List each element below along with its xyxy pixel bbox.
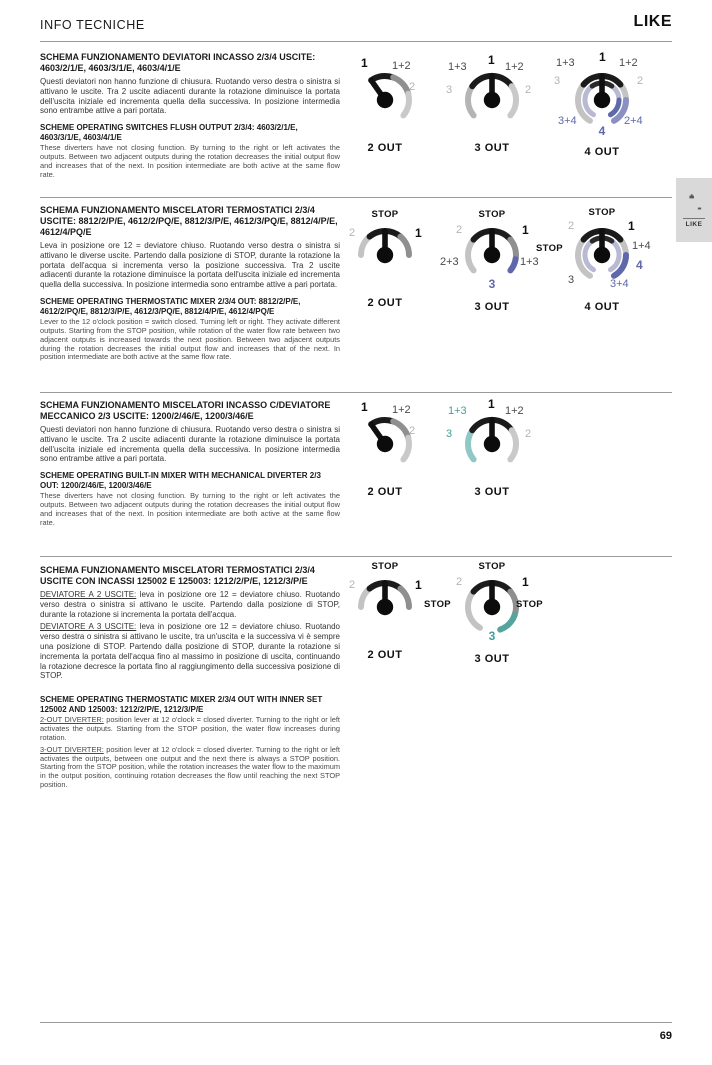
dial-label: 1+2: [392, 60, 411, 72]
dial-label: 4: [636, 258, 643, 272]
section-body-it: Questi deviatori non hanno funzione di chiusura. Ruotando verso destra o sinistra si attivano le uscite. Tra 2 uscite adiacenti durante la rotazione diminuisce la portata dell'uscita iniziale ed incrementa quella della successiva. In posizione intermedia sono entrambe attive a pari portata.: [40, 425, 340, 464]
side-tab-label: LIKE: [683, 218, 705, 228]
dial-label: 2: [349, 227, 356, 239]
dial-label: 3+4: [610, 278, 629, 290]
dial-label: 1: [599, 50, 606, 64]
para-text: position lever at 12 o'clock = closed diverter. Turning to the right or left activates the outputs, between one output and the next there is always a STOP position. Starting from the STOP position, while the rotation increases the water flow to the maximum in the output position, continuing rotation decreases the flow until reaching the next STOP position.: [40, 744, 341, 789]
dial-label: 3: [568, 274, 575, 286]
dial-label: 2+3: [440, 256, 459, 268]
out-label: 4 OUT: [584, 146, 620, 158]
dial-3-out: [424, 561, 543, 665]
para-lead: 3-OUT DIVERTER:: [40, 744, 104, 754]
dial-label: 3: [446, 428, 453, 440]
dial-label: 3: [488, 629, 496, 643]
section-text: [40, 52, 340, 180]
dial-label: 3+4: [558, 115, 577, 127]
dial-label: STOP: [536, 243, 563, 254]
section-deviatori-incasso: [40, 52, 672, 180]
dial-2-out: [337, 58, 433, 158]
dial-label: 2: [349, 579, 356, 591]
out-label: 2 OUT: [367, 486, 403, 498]
section-deviatore-meccanico: [40, 397, 672, 528]
section-para-it: [40, 622, 340, 681]
section-para-it: [40, 590, 340, 619]
dial-label: 2: [409, 425, 416, 437]
out-label: 3 OUT: [474, 653, 510, 665]
dial-3-out: [440, 209, 540, 313]
out-label: 3 OUT: [474, 301, 510, 313]
section-title-it: SCHEMA FUNZIONAMENTO MISCELATORI TERMOSTATICI 2/3/4 USCITE: 8812/2/P/E, 4612/2/PQ/E, 8812/3/P/E, 4612/3/PQ/E, 8812/4/P/E, 4612/4/PQ/E: [40, 205, 338, 237]
dial-label: 1+3: [556, 57, 575, 69]
section-body-en: These diverters have not closing function. By turning to the right or left activates the outputs. Between two adjacent outputs during the rotation decreases the initial output flow and increases that of the next. In position intermediate are both active at the same flow rate.: [40, 143, 340, 179]
dial-label: STOP: [424, 599, 451, 610]
brand-logo: LIKE: [633, 13, 672, 30]
section-text: [40, 400, 340, 528]
dial-label: 1+2: [392, 404, 411, 416]
section-title-it: SCHEMA FUNZIONAMENTO DEVIATORI INCASSO 2/3/4 USCITE: 4603/2/1/E, 4603/3/1/E, 4603/4/1/E: [40, 52, 316, 73]
section-body-it: Questi deviatori non hanno funzione di chiusura. Ruotando verso destra o sinistra si attivano le uscite. Tra 2 uscite adiacenti durante la rotazione diminuisce la portata dell'uscita iniziale ed incrementa quella della successiva. In posizione intermedia sono entrambe attive a pari portata.: [40, 77, 340, 116]
faucet-icon: [683, 192, 705, 214]
divider: [40, 197, 672, 198]
dial-4-out: [554, 50, 650, 158]
dial-label: 3: [446, 84, 453, 96]
dial-label: 2: [637, 75, 644, 87]
section-title-en: SCHEME OPERATING THERMOSTATIC MIXER 2/3/4 OUT: 8812/2/P/E, 4612/2/PQ/E, 8812/3/P/E, 4612/3/PQ/E, 8812/4/P/E, 4612/4/PQ/E: [40, 296, 301, 316]
dial-2-out: [337, 209, 433, 313]
para-lead: 2-OUT DIVERTER:: [40, 715, 104, 725]
out-label: 2 OUT: [367, 649, 403, 661]
out-label: 4 OUT: [584, 301, 620, 313]
dial-label: 1+3: [520, 256, 539, 268]
section-para-en: [40, 746, 340, 790]
dial-gauge: [337, 402, 433, 480]
dial-label: 4: [598, 124, 606, 138]
dial-label: 3: [554, 75, 561, 87]
dial-label: 1+2: [505, 405, 524, 417]
dial-label: STOP: [371, 209, 399, 220]
para-text: leva in posizione ore 12 = deviatore chiuso. Ruotando verso destra o sinistra si attivano le uscite. Partendo dalla posizione di STOP, durante la rotazione si incrementa la portata dell'acqua.: [40, 590, 340, 619]
section-body-en: Lever to the 12 o'clock position = switch closed. Turning left or right. They activate different outputs. Starting from the STOP position, while rotation of the water flow rate between two adjacent outputs is increased towards the next position. Between two adjacent outputs during the rotation decreases the initial output flow and increases that of the next. In position intermediate are both active at the same flow rate.: [40, 317, 340, 362]
dial-label: 2: [525, 428, 532, 440]
dial-label: 1: [361, 56, 368, 70]
section-text: [40, 565, 340, 790]
dial-label: 1: [628, 219, 635, 233]
out-label: 2 OUT: [367, 142, 403, 154]
out-label: 3 OUT: [474, 142, 510, 154]
out-label: 2 OUT: [367, 297, 403, 309]
section-text: [40, 205, 340, 362]
section-title-en: SCHEME OPERATING THERMOSTATIC MIXER 2/3/4 OUT WITH INNER SET 125002 AND 125003: 1212/2/P/E, 1212/3/P/E: [40, 695, 323, 714]
dial-3-out: [444, 53, 540, 158]
section-title-it: SCHEMA FUNZIONAMENTO MISCELATORI TERMOSTATICI 2/3/4 USCITE CON INCASSI 125002 E 125003: 1212/2/P/E, 1212/3/P/E: [40, 565, 315, 586]
section-body-it: Leva in posizione ore 12 = deviatore chiuso. Ruotando verso destra o sinistra si attivano le diverse uscite. Partendo dalla posizione di STOP, durante la rotazione la portata dell'acqua si incrementa verso la posizione successiva. Tra 2 uscite adiacenti durante la rotazione diminuisce la portata dell'uscita iniziale ed incrementa quella della successiva. In posizione intermedia sono entrambe attive a pari portata.: [40, 241, 340, 290]
dial-label: STOP: [371, 561, 399, 572]
para-lead: DEVIATORE A 3 USCITE:: [40, 622, 137, 632]
dial-label: 1: [415, 226, 422, 240]
para-text: leva in posizione ore 12 = deviatore chiuso. Ruotando verso destra o sinistra si attivano le uscite, tra un'uscita e la successiva vi è sempre una posizione di STOP. Partendo dalla posizione di STOP, durante la rotazione si incrementa la portata dell'acqua fino al massimo in posizione di uscita, continuando la rotazione decresce la portata fino al raggiungimento della successiva posizione di STOP.: [40, 622, 340, 681]
out-label: 3 OUT: [474, 486, 510, 498]
para-lead: DEVIATORE A 2 USCITE:: [40, 590, 137, 599]
divider: [40, 556, 672, 557]
dial-label: 1: [488, 397, 495, 411]
dial-label: STOP: [478, 561, 506, 572]
divider: [40, 392, 672, 393]
para-text: position lever at 12 o'clock = closed diverter. Turning to the right or left activates the outputs. Starting from the STOP position, the water flow increases during rotation.: [40, 715, 340, 742]
dial-label: STOP: [478, 209, 506, 220]
dial-label: 1+3: [448, 61, 467, 73]
dial-label: 2+4: [624, 115, 643, 127]
dial-label: 1+2: [619, 57, 638, 69]
divider: [40, 41, 672, 42]
dial-label: 2: [525, 84, 532, 96]
dial-2-out: [337, 402, 433, 502]
dial-gauge: [337, 58, 433, 136]
dial-label: 1: [361, 400, 368, 414]
section-body-en: These diverters have not closing function. By turning to the right or left activates the outputs. Between two adjacent outputs during the rotation decreases the initial output flow and increases that of the next. In position intermediate are both active at the same flow rate.: [40, 491, 340, 527]
dial-gauge: [337, 213, 433, 291]
dial-label: 3: [488, 277, 496, 291]
section-title-en: SCHEME OPERATING SWITCHES FLUSH OUTPUT 2/3/4: 4603/2/1/E, 4603/3/1/E, 4603/4/1/E: [40, 123, 298, 142]
section-termostatici-incassi: [40, 561, 672, 790]
dial-label: 1: [522, 223, 529, 237]
dial-label: 1: [488, 53, 495, 67]
dial-label: 1: [415, 578, 422, 592]
dial-label: 2: [409, 81, 416, 93]
dial-2-out: [337, 561, 433, 665]
dial-4-out: [536, 207, 651, 313]
dial-label: 1+3: [448, 405, 467, 417]
dial-gauge: [337, 565, 433, 643]
dial-label: 1+4: [632, 240, 651, 252]
footer-divider: [40, 1022, 672, 1023]
section-para-en: [40, 716, 340, 742]
dial-label: 1: [522, 575, 529, 589]
section-termostatici: [40, 205, 672, 362]
dial-3-out: [444, 397, 540, 502]
dial-label: STOP: [588, 207, 616, 218]
section-title-en: SCHEME OPERATING BUILT-IN MIXER WITH MECHANICAL DIVERTER 2/3 OUT: 1200/2/46/E, 1200/3/46/E: [40, 471, 321, 490]
section-title-it: SCHEMA FUNZIONAMENTO MISCELATORI INCASSO C/DEVIATORE MECCANICO 2/3 USCITE: 1200/2/46/E, 1200/3/46/E: [40, 400, 331, 421]
page-title: INFO TECNICHE: [40, 18, 145, 32]
dial-label: STOP: [516, 599, 543, 610]
side-tab-like: [676, 178, 712, 242]
page-number: 69: [659, 1030, 672, 1042]
dial-label: 2: [456, 576, 463, 588]
dial-label: 1+2: [505, 61, 524, 73]
dial-label: 2: [456, 224, 463, 236]
dial-label: 2: [568, 220, 575, 232]
